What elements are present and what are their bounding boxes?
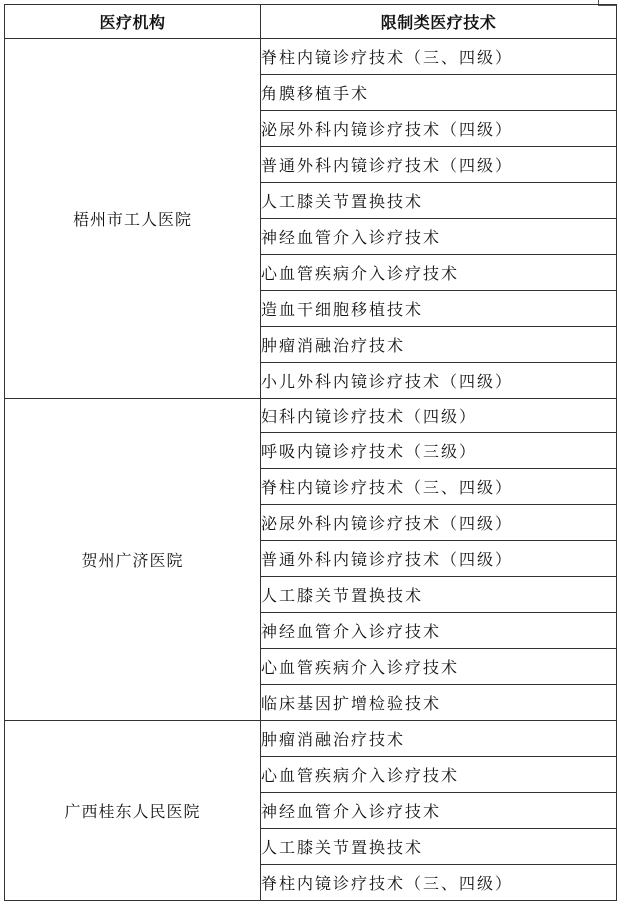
technology-cell: 角膜移植手术: [261, 75, 617, 111]
institution-cell: 贺州广济医院: [5, 399, 261, 721]
technology-cell: 脊柱内镜诊疗技术（三、四级）: [261, 865, 617, 901]
technology-cell: 人工膝关节置换技术: [261, 183, 617, 219]
technology-cell: 泌尿外科内镜诊疗技术（四级）: [261, 111, 617, 147]
technology-cell: 神经血管介入诊疗技术: [261, 219, 617, 255]
technology-cell: 普通外科内镜诊疗技术（四级）: [261, 147, 617, 183]
technology-cell: 心血管疾病介入诊疗技术: [261, 757, 617, 793]
technology-cell: 脊柱内镜诊疗技术（三、四级）: [261, 39, 617, 75]
technology-cell: 神经血管介入诊疗技术: [261, 613, 617, 649]
technology-cell: 脊柱内镜诊疗技术（三、四级）: [261, 469, 617, 505]
technology-cell: 妇科内镜诊疗技术（四级）: [261, 399, 617, 433]
table-header-row: [5, 5, 617, 39]
restricted-technology-table: [4, 4, 617, 901]
header-institution: 医疗机构: [5, 5, 261, 39]
technology-cell: 泌尿外科内镜诊疗技术（四级）: [261, 505, 617, 541]
table-row: [5, 721, 617, 757]
institution-cell: 梧州市工人医院: [5, 39, 261, 399]
technology-cell: 人工膝关节置换技术: [261, 829, 617, 865]
technology-cell: 普通外科内镜诊疗技术（四级）: [261, 541, 617, 577]
header-technology: 限制类医疗技术: [261, 5, 617, 39]
technology-cell: 造血干细胞移植技术: [261, 291, 617, 327]
technology-cell: 呼吸内镜诊疗技术（三级）: [261, 433, 617, 469]
technology-cell: 肿瘤消融治疗技术: [261, 327, 617, 363]
institution-cell: 广西桂东人民医院: [5, 721, 261, 901]
table-row: [5, 39, 617, 75]
table-row: [5, 399, 617, 433]
technology-cell: 心血管疾病介入诊疗技术: [261, 649, 617, 685]
technology-cell: 心血管疾病介入诊疗技术: [261, 255, 617, 291]
technology-cell: 肿瘤消融治疗技术: [261, 721, 617, 757]
table-body: [5, 39, 617, 901]
technology-cell: 人工膝关节置换技术: [261, 577, 617, 613]
technology-cell: 小儿外科内镜诊疗技术（四级）: [261, 363, 617, 399]
technology-cell: 临床基因扩增检验技术: [261, 685, 617, 721]
technology-cell: 神经血管介入诊疗技术: [261, 793, 617, 829]
